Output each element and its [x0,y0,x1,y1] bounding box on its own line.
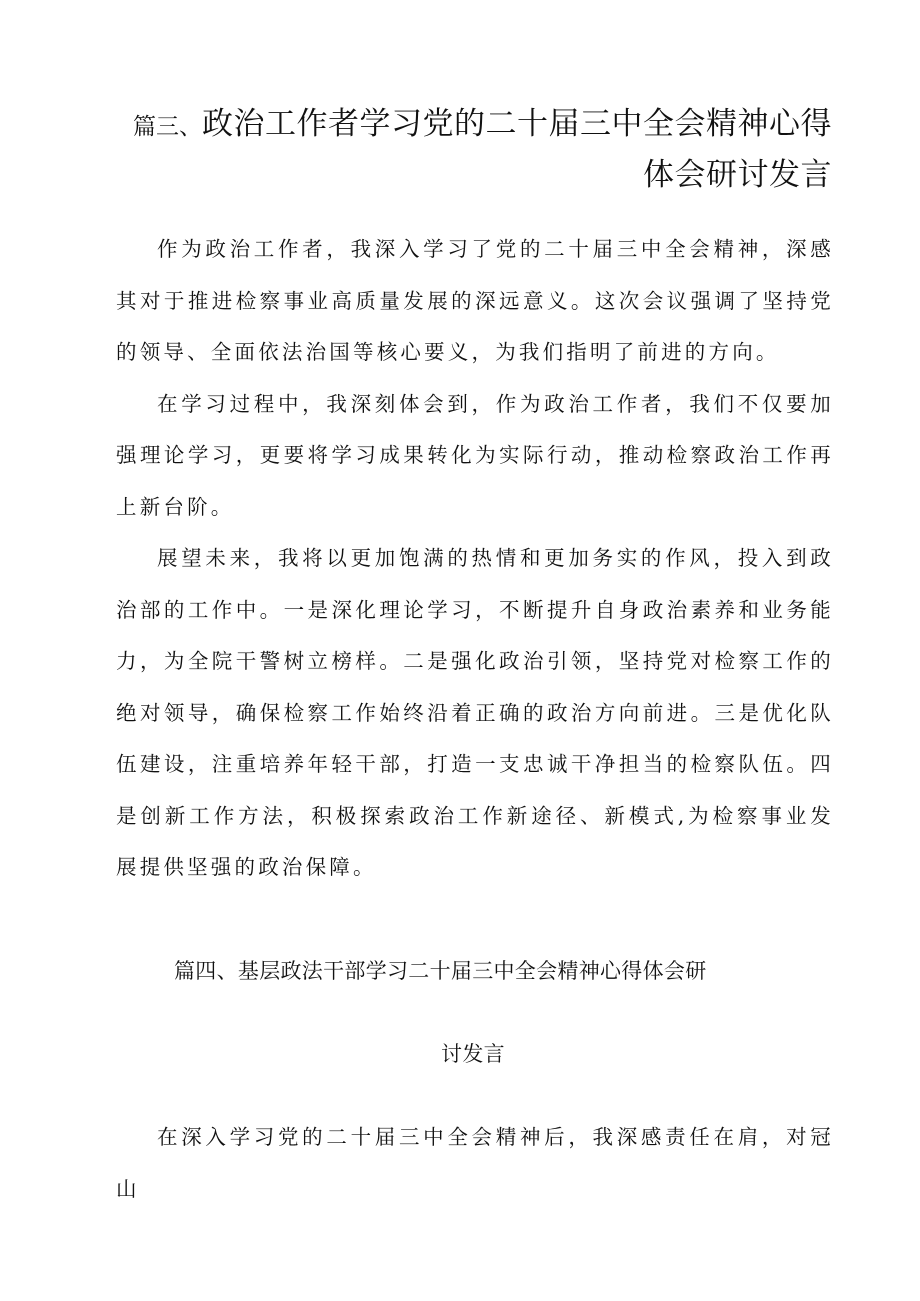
section4-title-line1: 篇四、基层政法干部学习二十届三中全会精神心得体会研 [174,959,707,983]
section3-paragraph-2: 在学习过程中，我深刻体会到，作为政治工作者，我们不仅要加强理论学习，更要将学习成果转化为实际行动，推动检察政治工作再上新台阶。 [116,391,834,519]
section3-body [116,224,834,894]
section4-paragraph-1: 在深入学习党的二十届三中全会精神后，我深感责任在肩，对冠山 [116,1125,834,1201]
section3-title-line1 [110,100,832,151]
section4-title-line2: 讨发言 [441,1042,505,1066]
section3-paragraph-1: 作为政治工作者，我深入学习了党的二十届三中全会精神，深感其对于推进检察事业高质量发展的深远意义。这次会议强调了坚持党的领导、全面依法治国等核心要义，为我们指明了前进的方向。 [116,237,834,364]
section3-title-prefix: 篇三、 [133,114,202,140]
section3-title-text: 政治工作者学习党的二十届三中全会精神心得 [202,106,832,142]
section4-body [116,1112,834,1215]
section3-title [110,100,832,199]
section3-paragraph-3: 展望未来，我将以更加饱满的热情和更加务实的作风，投入到政治部的工作中。一是深化理论学习，不断提升自身政治素养和业务能力，为全院干警树立榜样。二是强化政治引领，坚持党对检察工作的绝对领导，确保检察工作始终沿着正确的政治方向前进。三是优化队伍建设，注重培养年轻干部，打造一支忠诚干净担当的检察队伍。四是创新工作方法，积极探索政治工作新途径、新模式,为检察事业发展提供坚强的政治保障。 [116,546,834,879]
section3-title-line2: 体会研讨发言 [643,157,832,193]
